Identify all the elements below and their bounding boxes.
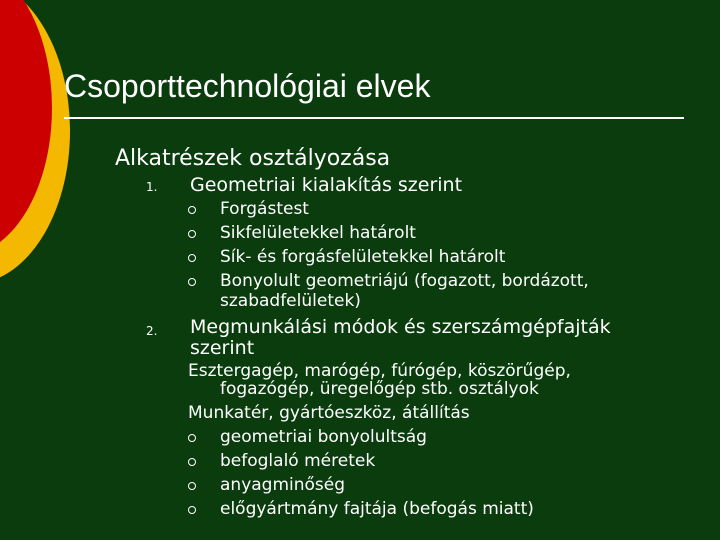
- sub-item: Bonyolult geometriájú (fogazott, bordázott,: [220, 271, 589, 291]
- bullet-circle-icon: [188, 206, 196, 214]
- list-item-2: Megmunkálási módok és szerszámgépfajták: [190, 316, 611, 338]
- sub-item: anyagminőség: [220, 475, 346, 495]
- bullet-circle-icon: [188, 458, 196, 466]
- sub-item: előgyártmány fajtája (befogás miatt): [220, 499, 534, 519]
- list-number-2: 2.: [146, 324, 158, 338]
- sub-item: Sikfelületekkel határolt: [220, 223, 416, 243]
- paragraph: Esztergagép, marógép, fúrógép, köszörűgép,: [188, 361, 571, 381]
- list-item-1: Geometriai kialakítás szerint: [190, 174, 463, 196]
- list-number-1: 1.: [146, 180, 158, 194]
- bullet-circle-icon: [188, 230, 196, 238]
- paragraph: Munkatér, gyártóeszköz, átállítás: [188, 403, 470, 423]
- bullet-circle-icon: [188, 482, 196, 490]
- bullet-circle-icon: [188, 254, 196, 262]
- sub-item: geometriai bonyolultság: [220, 427, 427, 447]
- sub-item-continuation: szabadfelületek): [220, 291, 361, 311]
- bullet-circle-icon: [188, 506, 196, 514]
- bullet-circle-icon: [188, 434, 196, 442]
- sub-item: befoglaló méretek: [220, 451, 376, 471]
- paragraph-continuation: fogazógép, üregelőgép stb. osztályok: [220, 379, 539, 399]
- sub-item: Sík- és forgásfelületekkel határolt: [220, 247, 506, 267]
- sub-item: Forgástest: [220, 199, 309, 219]
- slide-title: Csoporttechnológiai elvek: [64, 68, 431, 104]
- list-item-2-continuation: szerint: [190, 337, 255, 359]
- title-underline: [64, 117, 684, 119]
- bullet-circle-icon: [188, 278, 196, 286]
- section-heading: Alkatrészek osztályozása: [115, 146, 391, 171]
